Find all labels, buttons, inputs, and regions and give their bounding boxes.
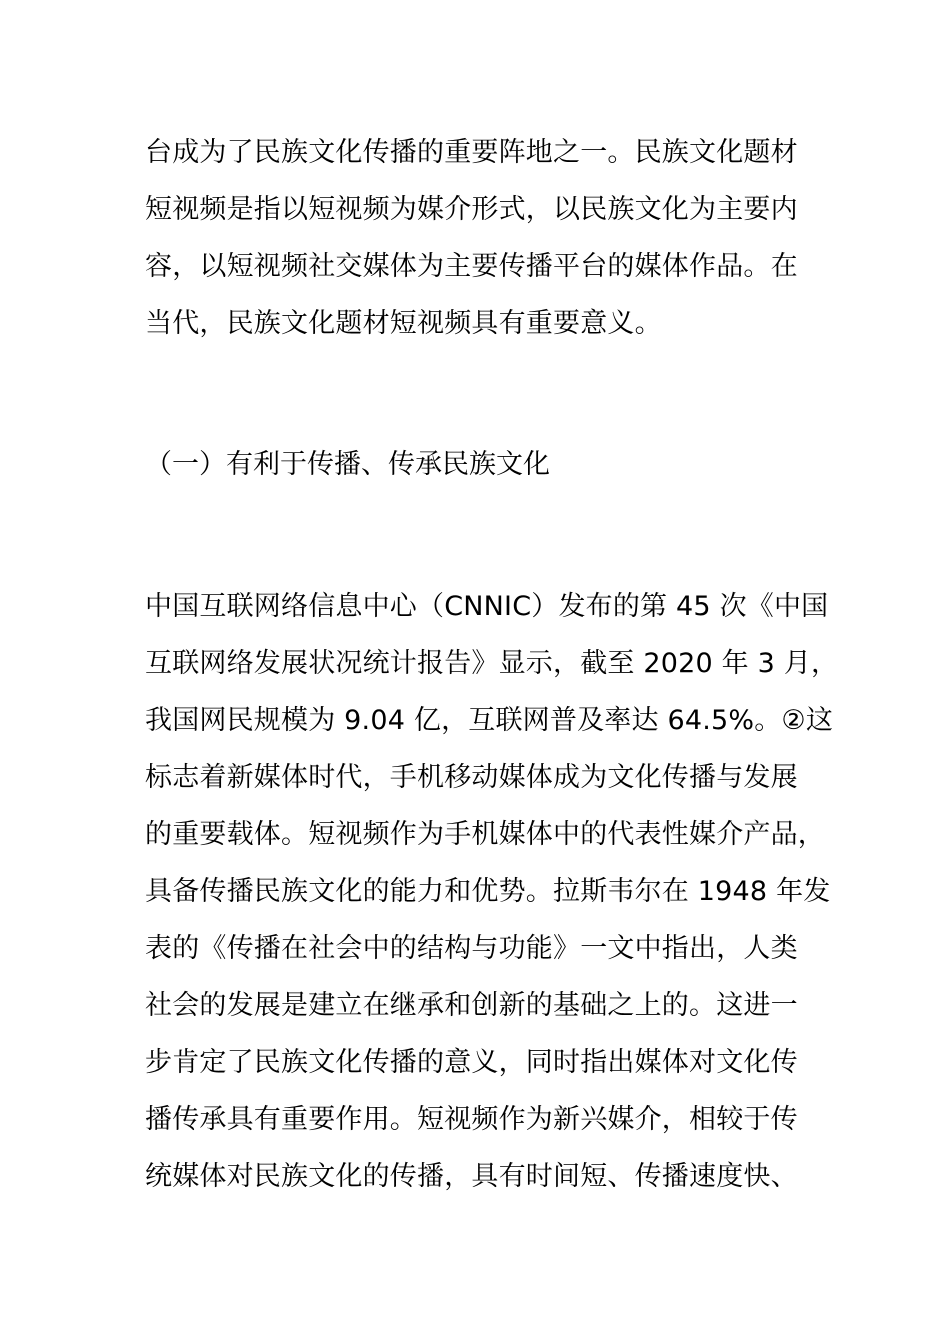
text-line: 步肯定了民族文化传播的意义，同时指出媒体对文化传 — [145, 1047, 798, 1078]
text-line: 我国网民规模为 9.04 亿，互联网普及率达 64.5%。②这 — [145, 705, 834, 736]
text-line: 标志着新媒体时代，手机移动媒体成为文化传播与发展 — [145, 762, 798, 793]
text-line: 容，以短视频社交媒体为主要传播平台的媒体作品。在 — [145, 251, 798, 282]
text-line: 互联网络发展状况统计报告》显示，截至 2020 年 3 月， — [145, 648, 839, 679]
text-line: 播传承具有重要作用。短视频作为新兴媒介，相较于传 — [145, 1104, 798, 1135]
section-heading: （一）有利于传播、传承民族文化 — [145, 449, 550, 480]
text-line: 台成为了民族文化传播的重要阵地之一。民族文化题材 — [145, 137, 798, 168]
text-line: 当代，民族文化题材短视频具有重要意义。 — [145, 308, 662, 339]
text-line: 表的《传播在社会中的结构与功能》一文中指出，人类 — [145, 933, 798, 964]
text-line: 短视频是指以短视频为媒介形式，以民族文化为主要内 — [145, 194, 798, 225]
text-line: 社会的发展是建立在继承和创新的基础之上的。这进一 — [145, 990, 798, 1021]
text-line: 统媒体对民族文化的传播，具有时间短、传播速度快、 — [145, 1161, 798, 1192]
text-line: 具备传播民族文化的能力和优势。拉斯韦尔在 1948 年发 — [145, 876, 831, 907]
text-line: 中国互联网络信息中心（CNNIC）发布的第 45 次《中国 — [145, 591, 829, 622]
text-line: 的重要载体。短视频作为手机媒体中的代表性媒介产品， — [145, 819, 825, 850]
